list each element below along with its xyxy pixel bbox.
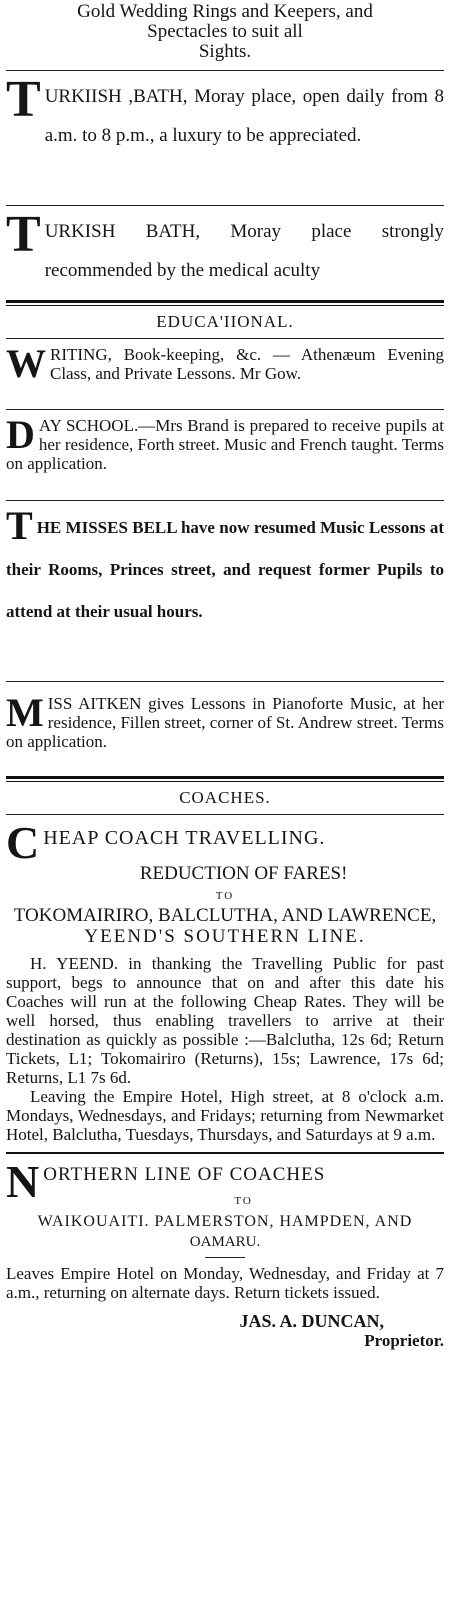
turkish-bath-text-2: URKISH BATH, Moray place strongly recommended by the medical aculty [44, 221, 444, 281]
misses-bell-text: HE MISSES BELL have now resumed Music Lessons at their Rooms, Princes street, and request former Pupils to attend at their usual hours. [6, 518, 444, 621]
day-school-text: AY SCHOOL.—Mrs Brand is prepared to receive pupils at her residence, Forth street. Music and French taught. Terms on application. [6, 416, 444, 473]
cheap-coach-body-2: Leaving the Empire Hotel, High street, at 8 o'clock a.m. Mondays, Wednesdays, and Fridays; returning from Newmarket Hotel, Balclutha, Tuesdays, Thursdays, and Saturdays at 9 a.m. [6, 1087, 444, 1144]
section-divider [6, 300, 444, 306]
drop-cap: W [6, 341, 46, 386]
drop-cap: C [6, 817, 40, 868]
drop-cap: T [6, 71, 41, 128]
divider [6, 1152, 444, 1154]
divider [6, 681, 444, 682]
northern-route-2: OAMARU. [189, 1234, 261, 1250]
cheap-coach-title: HEAP COACH TRAVELLING. [43, 827, 326, 849]
divider [6, 338, 444, 339]
line-name: YEEND'S SOUTHERN LINE. [84, 926, 366, 947]
top-advert-line1: Gold Wedding Rings and Keepers, and [77, 1, 373, 22]
turkish-bath-advert-2 [6, 206, 444, 294]
short-divider [205, 1257, 245, 1258]
drop-cap: N [6, 1156, 40, 1207]
turkish-bath-text-1: URKIISH ,BATH, Moray place, open daily from 8 a.m. to 8 p.m., a luxury to be appreciated. [44, 86, 444, 146]
writing-text: RITING, Book-keeping, &c. — Athenæum Evening Class, and Private Lessons. Mr Gow. [50, 345, 444, 383]
reduction-heading: REDUCTION OF FARES! [139, 863, 348, 884]
drop-cap: T [6, 503, 33, 548]
cheap-coach-header [6, 817, 444, 868]
top-advert [6, 0, 444, 62]
northern-coach-advert [6, 1156, 444, 1350]
divider [6, 70, 444, 71]
northern-title: ORTHERN LINE OF COACHES [43, 1164, 326, 1185]
signature: JAS. A. DUNCAN, [239, 1311, 384, 1331]
divider [6, 814, 444, 815]
drop-cap: T [6, 206, 41, 263]
drop-cap: D [6, 412, 35, 457]
miss-aitken-text: ISS AITKEN gives Lessons in Pianoforte Music, at her residence, Fillen street, corner of St. Andrew street. Terms on application. [6, 694, 444, 751]
day-school-advert [6, 412, 444, 494]
proprietor-label: Proprietor. [364, 1331, 444, 1350]
misses-bell-advert [6, 503, 444, 675]
divider [6, 409, 444, 410]
cheap-coach-body-1: H. YEEND. in thanking the Travelling Public for past support, begs to announce that on and after this date his Coaches will run at the following Cheap Rates. They will be well horsed, thus enabling travellers to arrive at their destination as quickly as possible :—Balclutha, 12s 6d; Return Tickets, L1; Tokomairiro (Returns), 15s; Lawrence, 17s 6d; Returns, L1 7s 6d. [6, 954, 444, 1087]
to-label: TO [215, 890, 235, 902]
drop-cap: M [6, 690, 44, 735]
northern-body: Leaves Empire Hotel on Monday, Wednesday, and Friday at 7 a.m., returning on alternate days. Return tickets issued. [6, 1264, 444, 1302]
divider [6, 205, 444, 206]
educational-heading: EDUCA'IIONAL. [156, 312, 294, 331]
turkish-bath-advert-1 [6, 71, 444, 199]
coaches-heading: COACHES. [179, 788, 271, 807]
top-advert-line3: Sights. [198, 41, 252, 62]
divider [6, 500, 444, 501]
to-label: TO [234, 1195, 253, 1207]
top-advert-line2: Spectacles to suit all [147, 21, 303, 42]
miss-aitken-advert [6, 688, 444, 770]
northern-route-1: WAIKOUAITI. PALMERSTON, HAMPDEN, AND [37, 1213, 413, 1230]
cheap-coach-advert [6, 817, 444, 1144]
section-divider [6, 776, 444, 782]
route-text: TOKOMAIRIRO, BALCLUTHA, AND LAWRENCE, [13, 905, 437, 926]
writing-advert [6, 341, 444, 403]
